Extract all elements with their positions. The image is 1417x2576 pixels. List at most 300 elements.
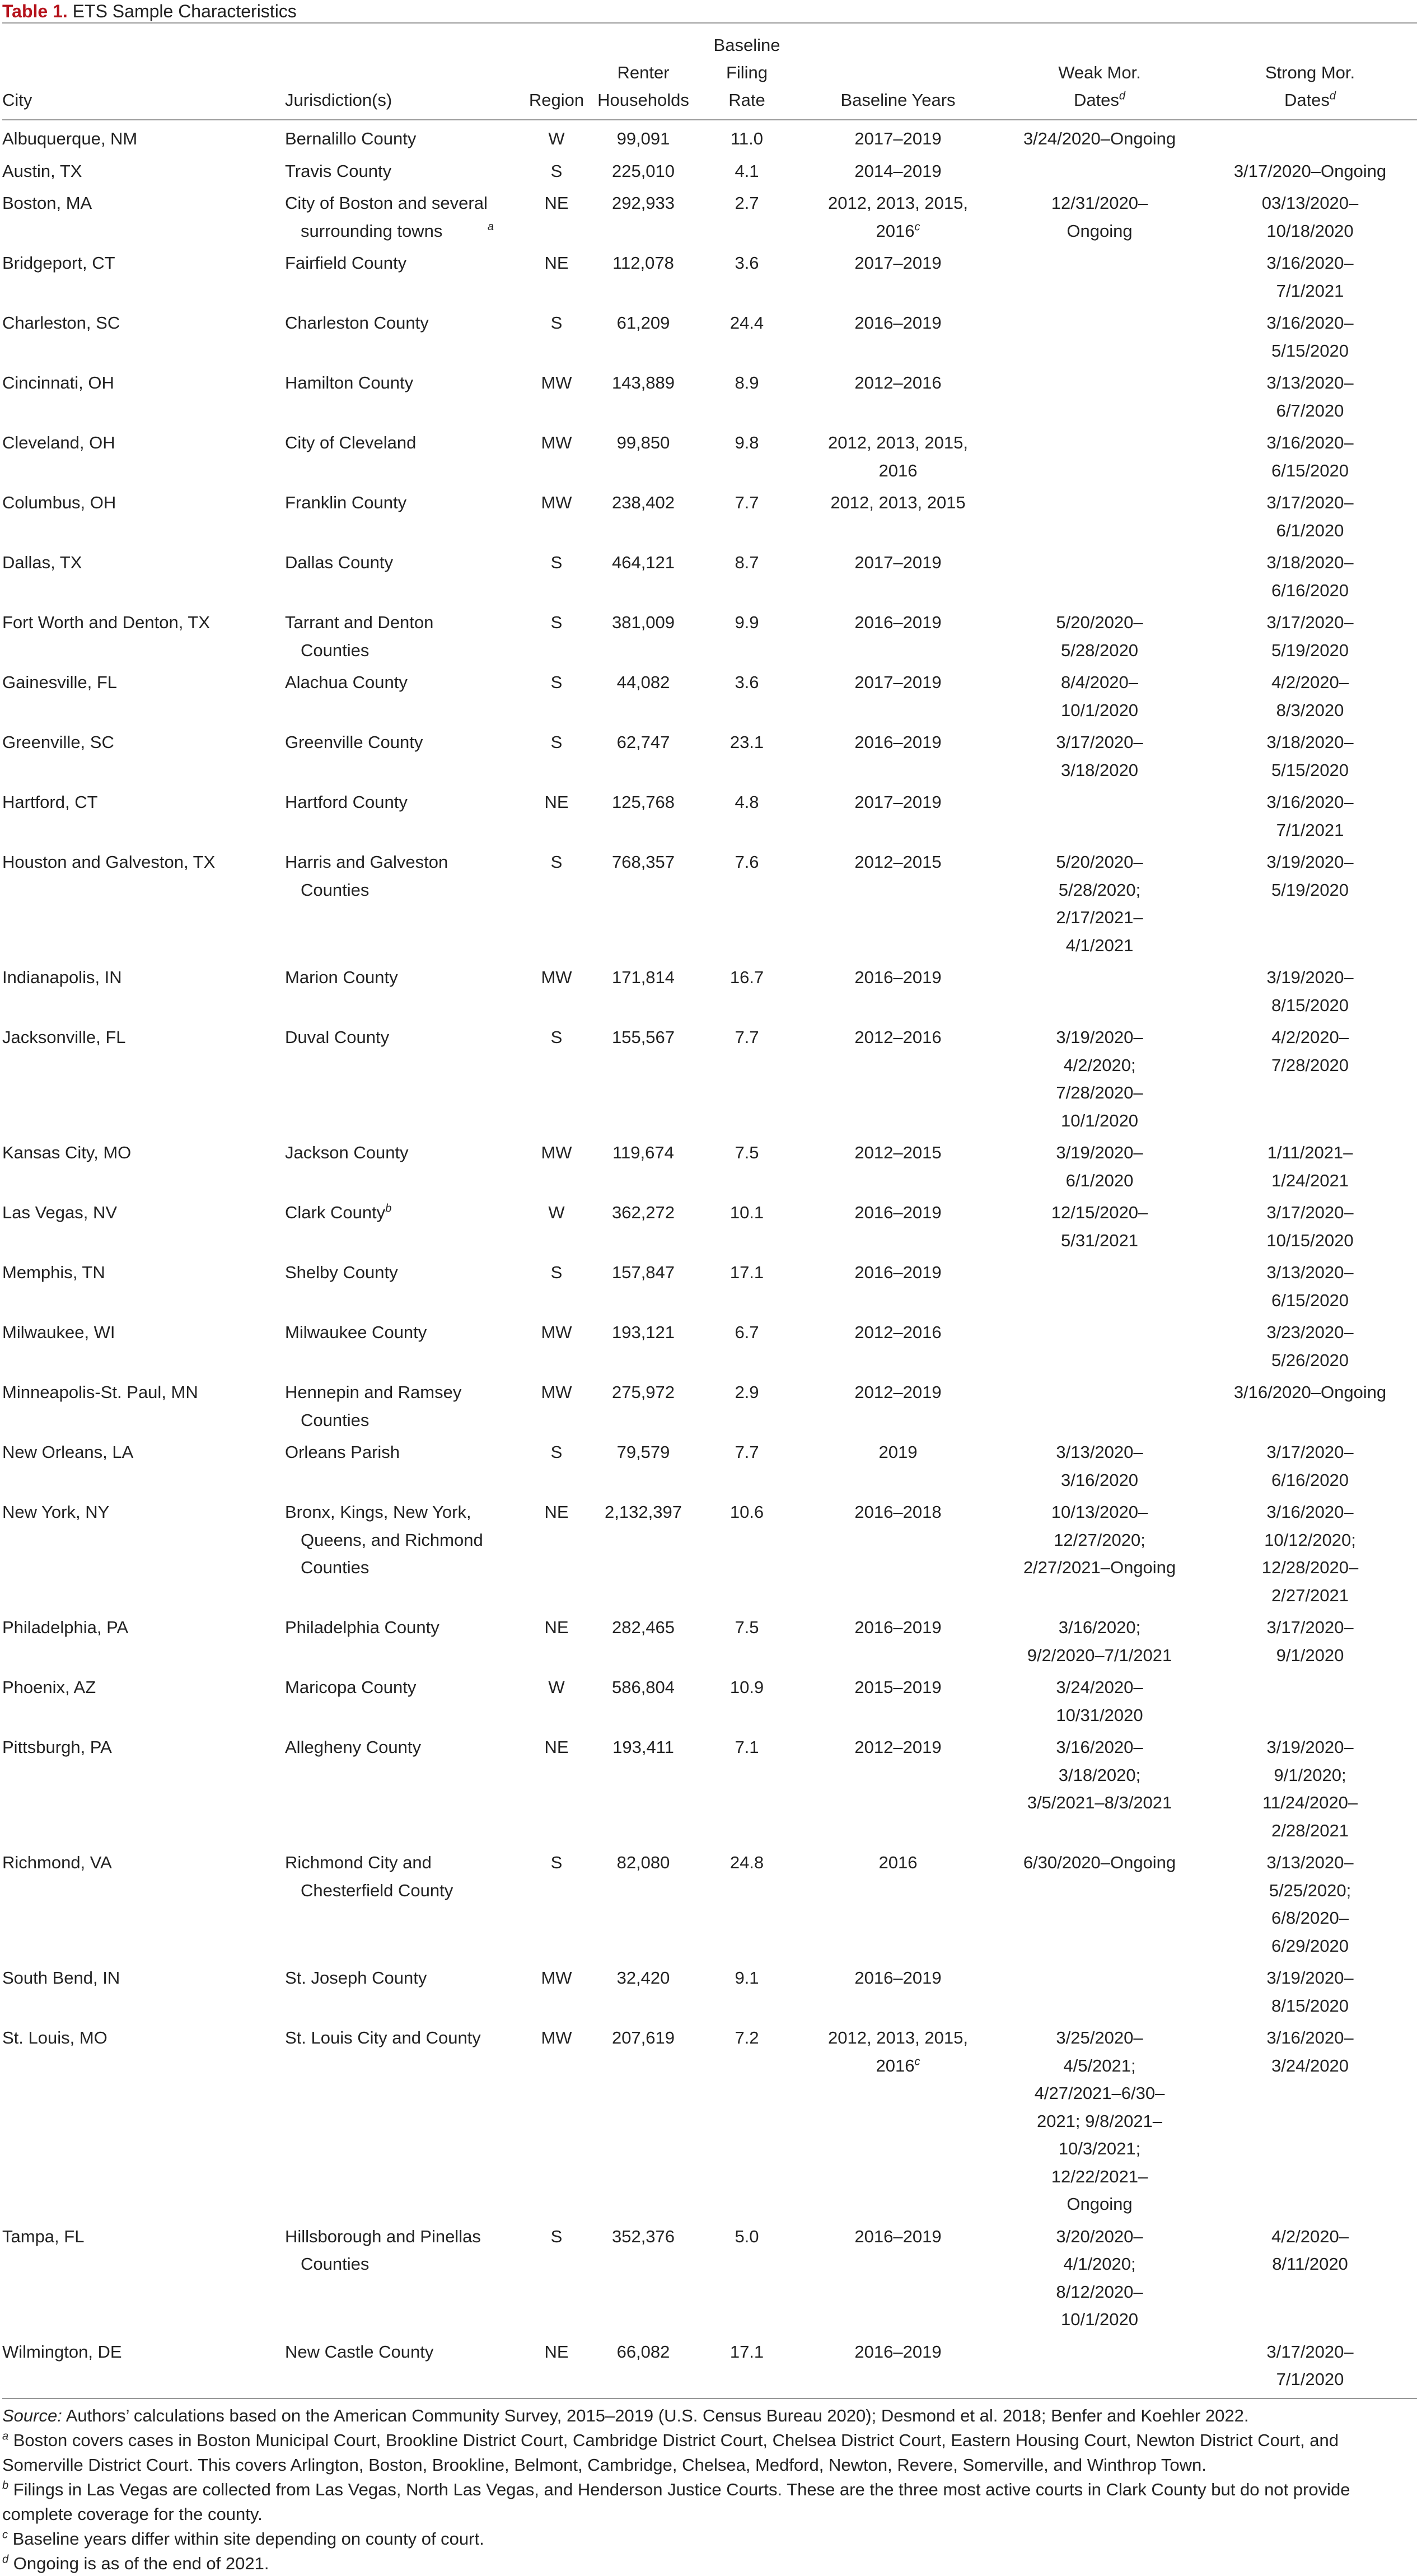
cell-baseline-years	[800, 1134, 996, 1194]
cell-jurisdiction-text: Bernalillo County	[285, 129, 417, 148]
cell-renter-households	[593, 1844, 694, 1960]
cell-city-text: Gainesville, FL	[2, 672, 118, 692]
cell-weak-mor-dates	[996, 484, 1203, 544]
cell-strong-mor-dates-text: 3/19/2020– 9/1/2020; 11/24/2020– 2/28/2021	[1262, 1737, 1358, 1840]
cell-city	[2, 1434, 285, 1494]
cell-jurisdiction	[285, 2218, 520, 2334]
cell-region-text: S	[550, 852, 563, 872]
cell-filing-rate	[694, 1960, 800, 2019]
cell-region	[520, 1609, 593, 1669]
cell-weak-mor-dates	[996, 544, 1203, 604]
cell-baseline-years-text: 2012–2019	[854, 1737, 942, 1757]
cell-baseline-years-text: 2016–2019	[854, 732, 942, 752]
cell-filing-rate-text: 9.1	[735, 1968, 759, 1988]
cell-jurisdiction-text: Philadelphia County	[285, 1617, 439, 1637]
cell-region	[520, 305, 593, 364]
table-row	[2, 1494, 1417, 1609]
source-text: Authors’ calculations based on the American Community Survey, 2015–2019 (U.S. Census Bureau 2020); Desmond et al. 2018; Benfer and Koehler 2022.	[62, 2405, 1249, 2425]
cell-filing-rate-text: 3.6	[735, 672, 759, 692]
cell-strong-mor-dates	[1203, 2218, 1417, 2334]
cell-baseline-years	[800, 604, 996, 664]
cell-baseline-years	[800, 959, 996, 1019]
cell-renter-households-text: 32,420	[616, 1968, 670, 1988]
cell-region-text: S	[550, 2226, 563, 2246]
cell-baseline-years-text: 2014–2019	[854, 161, 942, 181]
cell-baseline-years-text: 2012, 2013, 2015, 2016	[828, 433, 968, 480]
cell-jurisdiction-text: City of Cleveland	[285, 433, 417, 452]
cell-renter-households	[593, 604, 694, 664]
cell-weak-mor-dates-text: 12/31/2020– Ongoing	[1051, 193, 1148, 241]
cell-weak-mor-dates-text: 3/17/2020– 3/18/2020	[1056, 732, 1143, 780]
source-note	[2, 2404, 1413, 2428]
cell-weak-mor-dates-text: 8/4/2020– 10/1/2020	[1061, 672, 1138, 720]
cell-jurisdiction	[285, 664, 520, 724]
cell-renter-households	[593, 1669, 694, 1729]
table-title: ETS Sample Characteristics	[72, 1, 297, 21]
cell-baseline-years-text: 2012, 2013, 2015	[830, 493, 966, 512]
cell-jurisdiction-text: Bronx, Kings, New York, Queens, and Richmond Counties	[285, 1502, 483, 1577]
cell-weak-mor-dates	[996, 1494, 1203, 1609]
cell-filing-rate-text: 9.9	[735, 613, 759, 632]
cell-baseline-years	[800, 185, 996, 245]
cell-region	[520, 2019, 593, 2218]
cell-baseline-years-text: 2016–2019	[854, 967, 942, 987]
cell-weak-mor-dates	[996, 604, 1203, 664]
cell-region-text: NE	[544, 792, 569, 812]
cell-filing-rate	[694, 484, 800, 544]
cell-filing-rate	[694, 2019, 800, 2218]
cell-weak-mor-dates-text: 5/20/2020– 5/28/2020	[1056, 613, 1143, 660]
cell-jurisdiction	[285, 959, 520, 1019]
table-row	[2, 959, 1417, 1019]
cell-filing-rate-text: 7.2	[735, 2028, 759, 2047]
cell-strong-mor-dates	[1203, 120, 1417, 153]
cell-region-text: S	[550, 732, 563, 752]
cell-strong-mor-dates	[1203, 724, 1417, 784]
cell-filing-rate	[694, 784, 800, 844]
cell-baseline-years-text: 2016–2018	[854, 1502, 942, 1522]
cell-city-text: Philadelphia, PA	[2, 1617, 129, 1637]
cell-region	[520, 664, 593, 724]
cell-baseline-years-text: 2016–2019	[854, 1968, 942, 1988]
cell-renter-households	[593, 1019, 694, 1134]
cell-renter-households	[593, 2334, 694, 2399]
cell-baseline-years-text: 2016–2019	[854, 1263, 942, 1282]
cell-renter-households-text: 62,747	[616, 732, 670, 752]
cell-jurisdiction	[285, 424, 520, 484]
cell-filing-rate-text: 2.7	[735, 193, 759, 213]
cell-filing-rate	[694, 1494, 800, 1609]
cell-weak-mor-dates	[996, 364, 1203, 424]
cell-region	[520, 1669, 593, 1729]
cell-jurisdiction	[285, 1844, 520, 1960]
cell-jurisdiction	[285, 2334, 520, 2399]
cell-jurisdiction-text: St. Joseph County	[285, 1968, 427, 1988]
table-row	[2, 1194, 1417, 1254]
cell-weak-mor-dates	[996, 1374, 1203, 1434]
cell-renter-households	[593, 1254, 694, 1314]
cell-jurisdiction-text: Fairfield County	[285, 253, 407, 273]
footnote-mark: d	[1119, 90, 1126, 102]
cell-strong-mor-dates	[1203, 784, 1417, 844]
cell-baseline-years-text: 2015–2019	[854, 1677, 942, 1697]
cell-city	[2, 484, 285, 544]
cell-city	[2, 2019, 285, 2218]
cell-city-text: Cleveland, OH	[2, 433, 115, 452]
cell-baseline-years	[800, 484, 996, 544]
cell-filing-rate-text: 10.9	[729, 1677, 764, 1697]
cell-region	[520, 544, 593, 604]
cell-baseline-years	[800, 2019, 996, 2218]
cell-region	[520, 185, 593, 245]
cell-renter-households-text: 44,082	[616, 672, 670, 692]
cell-weak-mor-dates	[996, 664, 1203, 724]
cell-jurisdiction	[285, 2019, 520, 2218]
cell-baseline-years-text: 2016–2019	[854, 613, 942, 632]
table-row	[2, 424, 1417, 484]
cell-region	[520, 604, 593, 664]
cell-region	[520, 1314, 593, 1374]
table-row	[2, 784, 1417, 844]
cell-city-text: New Orleans, LA	[2, 1442, 134, 1462]
cell-region-text: S	[550, 1263, 563, 1282]
table-row	[2, 1960, 1417, 2019]
cell-weak-mor-dates	[996, 844, 1203, 959]
cell-baseline-years	[800, 305, 996, 364]
cell-jurisdiction-text: Orleans Parish	[285, 1442, 400, 1462]
cell-jurisdiction-text: Shelby County	[285, 1263, 398, 1282]
cell-region-text: MW	[541, 433, 572, 452]
cell-renter-households-text: 66,082	[616, 2341, 670, 2362]
cell-strong-mor-dates-text: 3/17/2020– 10/15/2020	[1266, 1203, 1354, 1250]
cell-city-text: Minneapolis-St. Paul, MN	[2, 1382, 198, 1402]
cell-baseline-years-text: 2017–2019	[854, 129, 942, 148]
cell-jurisdiction	[285, 544, 520, 604]
cell-baseline-years	[800, 424, 996, 484]
footnote-text: Boston covers cases in Boston Municipal Court, Brookline District Court, Cambridge District Court, Chelsea District Court, Eastern Housing Court, Newton District Court, and Somerville District Court. This covers Arlington, Boston, Brookline, Belmont, Cambridge, Chelsea, Medford, Newton, Revere, Somerville, and Winthrop Town.	[2, 2430, 1339, 2475]
cell-filing-rate-text: 8.9	[735, 373, 759, 392]
table-row	[2, 2334, 1417, 2399]
cell-filing-rate	[694, 120, 800, 153]
cell-filing-rate-text: 7.5	[735, 1617, 759, 1637]
header-baseline-years: Baseline Years	[800, 23, 996, 120]
cell-filing-rate	[694, 1844, 800, 1960]
cell-baseline-years	[800, 664, 996, 724]
cell-weak-mor-dates	[996, 153, 1203, 185]
cell-renter-households-text: 99,091	[616, 129, 670, 148]
header-city: City	[2, 23, 285, 120]
cell-jurisdiction-text: Harris and Galveston Counties	[285, 852, 448, 900]
cell-weak-mor-dates	[996, 1019, 1203, 1134]
table-row	[2, 544, 1417, 604]
cell-strong-mor-dates	[1203, 1960, 1417, 2019]
cell-filing-rate	[694, 1254, 800, 1314]
cell-weak-mor-dates	[996, 724, 1203, 784]
cell-weak-mor-dates	[996, 1609, 1203, 1669]
cell-renter-households-text: 82,080	[616, 1853, 670, 1872]
cell-jurisdiction-text: Dallas County	[285, 553, 393, 572]
cell-weak-mor-dates-text: 10/13/2020– 12/27/2020; 2/27/2021–Ongoing	[1023, 1502, 1176, 1577]
cell-city-text: Cincinnati, OH	[2, 373, 114, 392]
cell-region	[520, 1374, 593, 1434]
cell-renter-households-text: 207,619	[611, 2028, 675, 2047]
table-row	[2, 844, 1417, 959]
cell-renter-households-text: 61,209	[616, 313, 670, 333]
cell-filing-rate-text: 4.1	[735, 161, 759, 181]
cell-weak-mor-dates-text: 6/30/2020–Ongoing	[1023, 1853, 1176, 1872]
cell-renter-households	[593, 544, 694, 604]
table-row	[2, 2019, 1417, 2218]
cell-filing-rate	[694, 364, 800, 424]
cell-renter-households-text: 275,972	[611, 1382, 675, 1402]
cell-renter-households-text: 193,411	[612, 1737, 674, 1757]
cell-region	[520, 484, 593, 544]
cell-renter-households-text: 155,567	[611, 1027, 675, 1047]
cell-renter-households-text: 282,465	[611, 1617, 675, 1637]
cell-renter-households	[593, 724, 694, 784]
cell-renter-households-text: 2,132,397	[605, 1502, 682, 1522]
cell-region	[520, 1134, 593, 1194]
cell-city	[2, 305, 285, 364]
cell-baseline-years-text: 2012–2015	[854, 1143, 942, 1162]
cell-city-text: South Bend, IN	[2, 1968, 120, 1988]
footnote-b	[2, 2477, 1413, 2527]
cell-filing-rate-text: 7.7	[735, 1442, 759, 1462]
cell-region-text: S	[550, 613, 563, 632]
cell-city	[2, 424, 285, 484]
table-row	[2, 1019, 1417, 1134]
cell-jurisdiction-text: Richmond City and Chesterfield County	[285, 1853, 453, 1900]
cell-city-text: St. Louis, MO	[2, 2028, 107, 2047]
cell-city-text: New York, NY	[2, 1502, 110, 1522]
cell-city-text: Phoenix, AZ	[2, 1677, 96, 1697]
cell-renter-households	[593, 484, 694, 544]
cell-city	[2, 1960, 285, 2019]
cell-city-text: Austin, TX	[2, 161, 82, 181]
cell-strong-mor-dates	[1203, 424, 1417, 484]
cell-filing-rate	[694, 153, 800, 185]
cell-jurisdiction	[285, 784, 520, 844]
cell-region-text: S	[550, 161, 563, 181]
cell-filing-rate-text: 16.7	[729, 967, 764, 987]
header-filing-rate: Baseline Filing Rate	[694, 23, 800, 120]
cell-strong-mor-dates-text: 4/2/2020– 8/11/2020	[1271, 2226, 1349, 2274]
cell-baseline-years	[800, 544, 996, 604]
cell-strong-mor-dates-text: 3/23/2020– 5/26/2020	[1266, 1322, 1354, 1370]
footnote-text: Baseline years differ within site depending on county of court.	[8, 2528, 484, 2549]
cell-weak-mor-dates-text: 3/24/2020– 10/31/2020	[1056, 1677, 1143, 1725]
cell-region-text: MW	[541, 493, 572, 512]
cell-weak-mor-dates	[996, 1669, 1203, 1729]
footnote-mark: d	[2, 2553, 9, 2566]
cell-renter-households	[593, 185, 694, 245]
cell-city	[2, 1314, 285, 1374]
cell-baseline-years-text: 2016	[878, 1853, 918, 1872]
footnote-mark: d	[1329, 90, 1336, 102]
cell-filing-rate-text: 2.9	[735, 1382, 759, 1402]
cell-weak-mor-dates	[996, 120, 1203, 153]
cell-weak-mor-dates-text: 3/25/2020– 4/5/2021; 4/27/2021–6/30– 2021; 9/8/2021– 10/3/2021; 12/22/2021– Ongoing	[1034, 2028, 1165, 2214]
cell-weak-mor-dates-text: 5/20/2020– 5/28/2020; 2/17/2021– 4/1/2021	[1056, 852, 1143, 955]
cell-baseline-years-text: 2017–2019	[854, 553, 942, 572]
cell-jurisdiction-text: Maricopa County	[285, 1677, 417, 1697]
cell-strong-mor-dates-text: 4/2/2020– 8/3/2020	[1271, 672, 1349, 720]
cell-region-text: NE	[544, 1617, 569, 1637]
cell-region	[520, 120, 593, 153]
cell-renter-households	[593, 1134, 694, 1194]
cell-baseline-years-text: 2012–2019	[854, 1382, 942, 1402]
header-strong-label: Strong Mor. Dates	[1265, 63, 1355, 110]
cell-city-text: Hartford, CT	[2, 792, 98, 812]
cell-baseline-years-text: 2016–2019	[854, 1203, 942, 1222]
cell-baseline-years	[800, 844, 996, 959]
cell-baseline-years-text: 2012–2016	[854, 1322, 942, 1342]
cell-renter-households-text: 352,376	[611, 2226, 675, 2246]
cell-jurisdiction	[285, 153, 520, 185]
cell-strong-mor-dates-text: 3/16/2020– 7/1/2021	[1266, 253, 1354, 301]
cell-filing-rate	[694, 544, 800, 604]
cell-city	[2, 1374, 285, 1434]
cell-filing-rate-text: 7.7	[735, 1027, 759, 1047]
cell-strong-mor-dates-text: 3/18/2020– 5/15/2020	[1266, 732, 1354, 780]
table-row	[2, 153, 1417, 185]
cell-jurisdiction	[285, 305, 520, 364]
cell-filing-rate-text: 24.8	[729, 1853, 764, 1872]
cell-city-text: Fort Worth and Denton, TX	[2, 613, 211, 632]
table-row	[2, 1314, 1417, 1374]
cell-city-text: Jacksonville, FL	[2, 1027, 126, 1047]
cell-strong-mor-dates	[1203, 1844, 1417, 1960]
cell-filing-rate	[694, 1194, 800, 1254]
cell-baseline-years-text: 2012, 2013, 2015, 2016	[828, 2028, 968, 2075]
footnote-mark: c	[914, 2055, 920, 2068]
cell-filing-rate	[694, 664, 800, 724]
cell-strong-mor-dates	[1203, 1019, 1417, 1134]
cell-region-text: NE	[544, 1502, 569, 1522]
cell-baseline-years	[800, 120, 996, 153]
cell-renter-households-text: 362,272	[611, 1203, 675, 1222]
cell-renter-households	[593, 2019, 694, 2218]
cell-filing-rate	[694, 604, 800, 664]
cell-region	[520, 1729, 593, 1844]
cell-region	[520, 153, 593, 185]
cell-jurisdiction	[285, 185, 520, 245]
cell-filing-rate	[694, 1669, 800, 1729]
cell-strong-mor-dates	[1203, 2334, 1417, 2399]
cell-strong-mor-dates	[1203, 544, 1417, 604]
cell-renter-households	[593, 784, 694, 844]
cell-baseline-years	[800, 1194, 996, 1254]
table-row	[2, 1254, 1417, 1314]
cell-city-text: Charleston, SC	[2, 313, 120, 333]
cell-city-text: Dallas, TX	[2, 553, 82, 572]
cell-weak-mor-dates	[996, 424, 1203, 484]
cell-filing-rate	[694, 1609, 800, 1669]
cell-renter-households	[593, 120, 694, 153]
cell-filing-rate	[694, 1729, 800, 1844]
cell-renter-households-text: 119,674	[612, 1143, 674, 1162]
cell-filing-rate	[694, 424, 800, 484]
cell-strong-mor-dates	[1203, 484, 1417, 544]
cell-strong-mor-dates-text: 3/16/2020– 10/12/2020; 12/28/2020– 2/27/2021	[1261, 1502, 1359, 1605]
cell-baseline-years-text: 2012–2016	[854, 1027, 942, 1047]
cell-jurisdiction-text: City of Boston and several surrounding towns	[285, 193, 488, 241]
cell-filing-rate-text: 24.4	[729, 313, 764, 333]
cell-jurisdiction	[285, 1494, 520, 1609]
cell-baseline-years-text: 2017–2019	[854, 672, 942, 692]
cell-strong-mor-dates-text: 3/17/2020– 6/16/2020	[1266, 1442, 1354, 1490]
cell-filing-rate	[694, 724, 800, 784]
table-row	[2, 604, 1417, 664]
cell-region	[520, 784, 593, 844]
cell-jurisdiction-text: Marion County	[285, 967, 398, 987]
cell-jurisdiction-text: Tarrant and Denton Counties	[285, 613, 434, 660]
cell-renter-households-text: 238,402	[611, 493, 675, 512]
cell-strong-mor-dates-text: 3/19/2020– 5/19/2020	[1266, 852, 1354, 900]
cell-region-text: MW	[541, 1382, 572, 1402]
cell-region-text: MW	[541, 967, 572, 987]
cell-jurisdiction-text: Allegheny County	[285, 1737, 421, 1757]
table-row	[2, 120, 1417, 153]
footnote-mark: a	[487, 221, 494, 233]
cell-region-text: NE	[544, 253, 569, 273]
cell-filing-rate-text: 8.7	[735, 553, 759, 572]
cell-filing-rate	[694, 2218, 800, 2334]
cell-strong-mor-dates	[1203, 1729, 1417, 1844]
cell-strong-mor-dates-text: 3/13/2020– 6/7/2020	[1266, 373, 1354, 420]
cell-filing-rate	[694, 959, 800, 1019]
footnote-mark: b	[2, 2479, 9, 2492]
cell-region-text: W	[548, 1677, 565, 1697]
cell-jurisdiction-text: Hartford County	[285, 792, 408, 812]
cell-region-text: S	[550, 313, 563, 333]
cell-baseline-years-text: 2012–2015	[854, 852, 942, 872]
cell-renter-households-text: 112,078	[612, 253, 674, 273]
table-notes	[2, 2404, 1417, 2576]
cell-city-text: Wilmington, DE	[2, 2341, 122, 2362]
cell-city	[2, 844, 285, 959]
cell-filing-rate	[694, 844, 800, 959]
cell-region	[520, 844, 593, 959]
cell-jurisdiction-text: Hennepin and Ramsey Counties	[285, 1382, 462, 1430]
cell-jurisdiction	[285, 1019, 520, 1134]
table-row	[2, 305, 1417, 364]
cell-strong-mor-dates	[1203, 604, 1417, 664]
cell-filing-rate	[694, 2334, 800, 2399]
cell-renter-households-text: 768,357	[611, 852, 675, 872]
cell-filing-rate-text: 10.6	[729, 1502, 764, 1522]
table-row	[2, 1844, 1417, 1960]
cell-city	[2, 2218, 285, 2334]
table-label: Table 1.	[2, 1, 68, 21]
cell-jurisdiction	[285, 1134, 520, 1194]
cell-filing-rate	[694, 1314, 800, 1374]
header-weak-label: Weak Mor. Dates	[1058, 63, 1141, 110]
cell-jurisdiction	[285, 844, 520, 959]
cell-region	[520, 364, 593, 424]
cell-renter-households	[593, 664, 694, 724]
cell-region	[520, 424, 593, 484]
cell-strong-mor-dates	[1203, 1194, 1417, 1254]
cell-region-text: NE	[544, 193, 569, 213]
table-body	[2, 120, 1417, 2399]
cell-strong-mor-dates-text: 4/2/2020– 7/28/2020	[1271, 1027, 1349, 1075]
cell-weak-mor-dates-text: 3/16/2020; 9/2/2020–7/1/2021	[1027, 1617, 1172, 1665]
cell-weak-mor-dates	[996, 959, 1203, 1019]
cell-city	[2, 1669, 285, 1729]
table-row	[2, 1374, 1417, 1434]
cell-baseline-years-text: 2016–2019	[854, 2341, 942, 2362]
